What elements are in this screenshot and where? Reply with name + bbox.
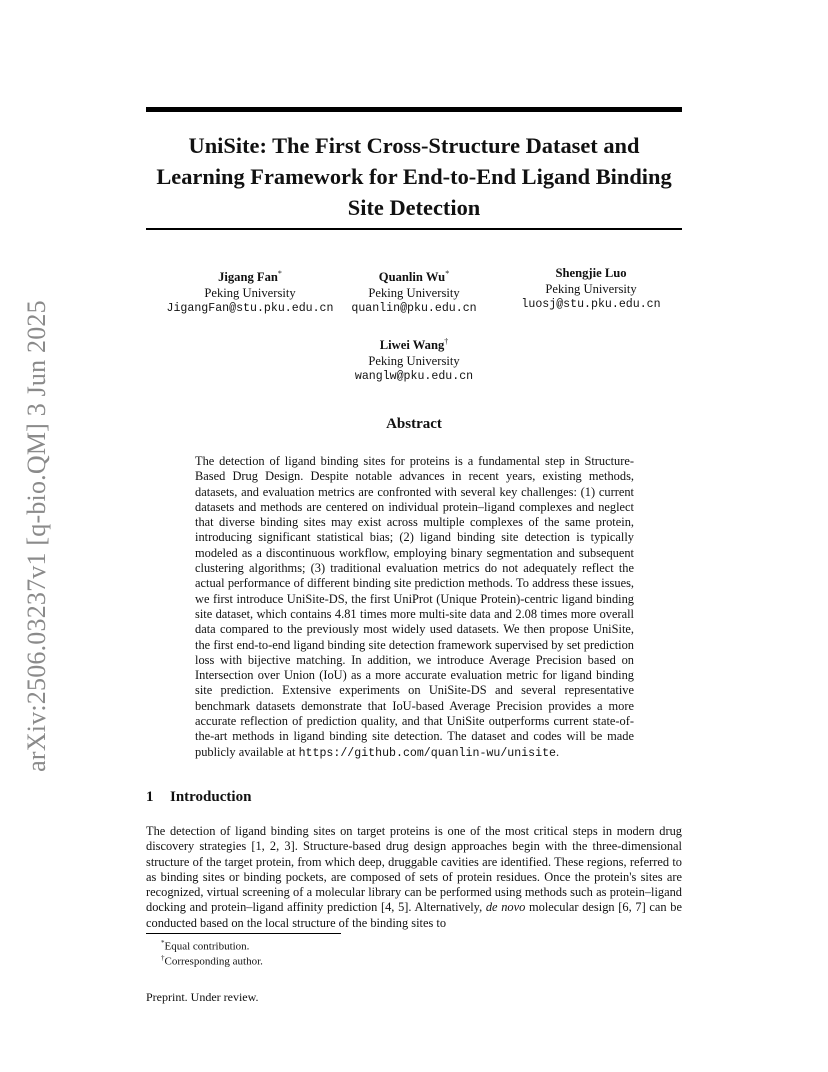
introduction-paragraph: The detection of ligand binding sites on target proteins is one of the most critical steps in modern drug discovery strategies [1, 2, 3]. Structure-based drug design approaches begin with the three-dimensional structure of the target protein, from which deep, druggable cavities are identified. These regions, referred to as binding sites or binding pockets, are composed of sets of protein residues. Once the protein's sites are recognized, virtual screening of a molecular library can be performed using methods such as protein–ligand docking and protein–ligand affinity prediction [4, 5]. Alternatively, de novo molecular design [6, 7] can be conducted based on the local structure of the binding sites to (146, 824, 682, 930)
author-affiliation: Peking University (204, 285, 296, 300)
author-block (150, 266, 350, 317)
author-name: Quanlin Wu* (378, 269, 450, 285)
title-bottom-rule (146, 228, 682, 230)
section-heading: 1 Introduction (146, 789, 252, 805)
author-email[interactable]: luosj@stu.pku.edu.cn (521, 298, 661, 311)
author-affiliation: Peking University (545, 281, 637, 296)
author-block (328, 266, 500, 317)
preprint-notice: Preprint. Under review. (146, 990, 259, 1004)
arxiv-identifier-stamp: arXiv:2506.03237v1 [q-bio.QM] 3 Jun 2025 (22, 300, 51, 772)
author-name: Liwei Wang† (379, 337, 449, 353)
author-affiliation: Peking University (368, 285, 460, 300)
title-line: UniSite: The First Cross-Structure Dataset and (188, 133, 640, 158)
abstract-heading: Abstract (386, 416, 442, 432)
author-email[interactable]: wanglw@pku.edu.cn (354, 370, 474, 384)
title-line: Site Detection (347, 195, 481, 220)
author-name: Jigang Fan* (218, 269, 282, 285)
author-affiliation: Peking University (368, 353, 460, 368)
title-top-rule (146, 107, 682, 112)
author-block (328, 334, 500, 385)
paper-title (146, 130, 682, 223)
abstract-body: The detection of ligand binding sites for proteins is a fundamental step in Structure-Based Drug Design. Despite notable advances in recent years, existing methods, datasets, and evaluation metrics are confronted with several key challenges: (1) current datasets and methods are centered on individual protein–ligand complexes and neglect that diverse binding sites may exist across multiple complexes of the same protein, introducing significant statistical bias; (2) ligand binding site detection is typically modeled as a discontinuous workflow, employing binary segmentation and subsequent clustering algorithms; (3) traditional evaluation metrics do not adequately reflect the actual performance of different binding site prediction methods. To address these issues, we first introduce UniSite-DS, the first UniProt (Unique Protein)-centric ligand binding site dataset, which contains 4.81 times more multi-site data and 2.08 times more overall data compared to the previously most widely used datasets. We then propose UniSite, the first end-to-end ligand binding site detection framework supervised by set prediction loss with bijective matching. In addition, we introduce Average Precision based on Intersection over Union (IoU) as a more accurate evaluation metric for ligand binding site prediction. Extensive experiments on UniSite-DS and several representative benchmark datasets demonstrate that IoU-based Average Precision provides a more accurate reflection of prediction quality, and that UniSite outperforms current state-of-the-art methods in ligand binding site detection. The dataset and codes will be made publicly available at https://github.com/quanlin-wu/unisite. (195, 454, 634, 760)
author-email[interactable]: JigangFan@stu.pku.edu.cn (166, 302, 334, 316)
footnote: †Corresponding author. (161, 954, 263, 968)
author-email[interactable]: quanlin@pku.edu.cn (351, 302, 477, 316)
code-url-link[interactable]: https://github.com/quanlin-wu/unisite (298, 746, 557, 760)
footnote-rule (146, 933, 341, 934)
author-name: Shengjie Luo (555, 266, 627, 280)
title-line: Learning Framework for End-to-End Ligand Binding (156, 164, 672, 189)
footnote: *Equal contribution. (161, 939, 250, 953)
author-block (503, 266, 679, 313)
